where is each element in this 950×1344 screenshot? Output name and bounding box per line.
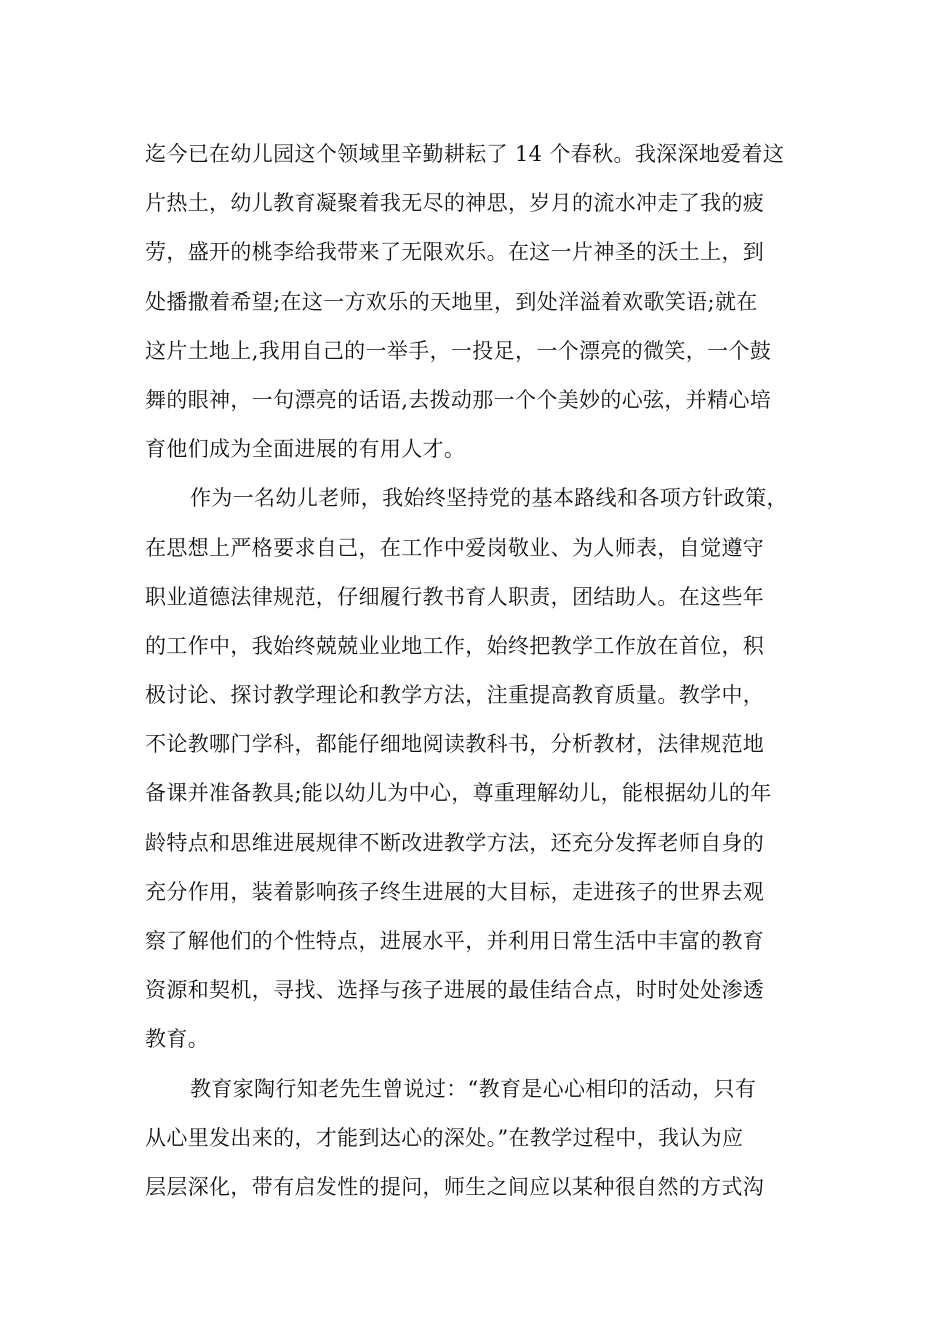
text-line: 劳，盛开的桃李给我带来了无限欢乐。在这一片神圣的沃土上，到 <box>145 240 765 265</box>
text-line-indented: 作为一名幼儿老师，我始终坚持党的基本路线和各项方针政策， <box>190 486 788 511</box>
text-line: 育他们成为全面进展的有用人才。 <box>145 437 466 462</box>
text-line: 不论教哪门学科，都能仔细地阅读教科书，分析教材，法律规范地 <box>145 732 765 757</box>
text-line: 教育。 <box>145 1027 210 1052</box>
text-line: 这片土地上,我用自己的一举手，一投足，一个漂亮的微笑，一个鼓 <box>145 338 772 363</box>
paragraph-2 <box>145 474 815 1064</box>
text-line: 在思想上严格要求自己，在工作中爱岗敬业、为人师表，自觉遵守 <box>145 535 765 560</box>
text-line: 资源和契机，寻找、选择与孩子进展的最佳结合点，时时处处渗透 <box>145 978 765 1003</box>
document-body <box>145 130 815 1212</box>
text-line: 舞的眼神，一句漂亮的话语,去拨动那一个个美妙的心弦，并精心培 <box>145 387 772 412</box>
text-line: 极讨论、探讨教学理论和教学方法，注重提高教育质量。教学中， <box>145 683 765 708</box>
text-line: 处播撒着希望;在这一方欢乐的天地里，到处洋溢着欢歌笑语;就在 <box>145 289 758 314</box>
text-line: 充分作用，装着影响孩子终生进展的大目标，走进孩子的世界去观 <box>145 879 765 904</box>
text-line: 龄特点和思维进展规律不断改进教学方法，还充分发挥老师自身的 <box>145 830 765 855</box>
text-line: 片热土，幼儿教育凝聚着我无尽的神思，岁月的流水冲走了我的疲 <box>145 191 765 216</box>
text-line: 备课并准备教具;能以幼儿为中心，尊重理解幼儿，能根据幼儿的年 <box>145 781 772 806</box>
text-line: 职业道德法律规范，仔细履行教书育人职责，团结助人。在这些年 <box>145 584 765 609</box>
paragraph-1 <box>145 130 815 474</box>
text-line-indented: 教育家陶行知老先生曾说过：“教育是心心相印的活动，只有 <box>190 1076 757 1101</box>
text-line: 迄今已在幼儿园这个领域里辛勤耕耘了 14 个春秋。我深深地爱着这 <box>145 142 785 166</box>
text-line: 从心里发出来的，才能到达心的深处。”在教学过程中，我认为应 <box>145 1125 744 1150</box>
text-line: 的工作中，我始终兢兢业业地工作，始终把教学工作放在首位，积 <box>145 633 765 658</box>
paragraph-3 <box>145 1065 815 1213</box>
text-line: 层层深化，带有启发性的提问，师生之间应以某种很自然的方式沟 <box>145 1174 765 1199</box>
text-line: 察了解他们的个性特点，进展水平，并利用日常生活中丰富的教育 <box>145 929 765 953</box>
